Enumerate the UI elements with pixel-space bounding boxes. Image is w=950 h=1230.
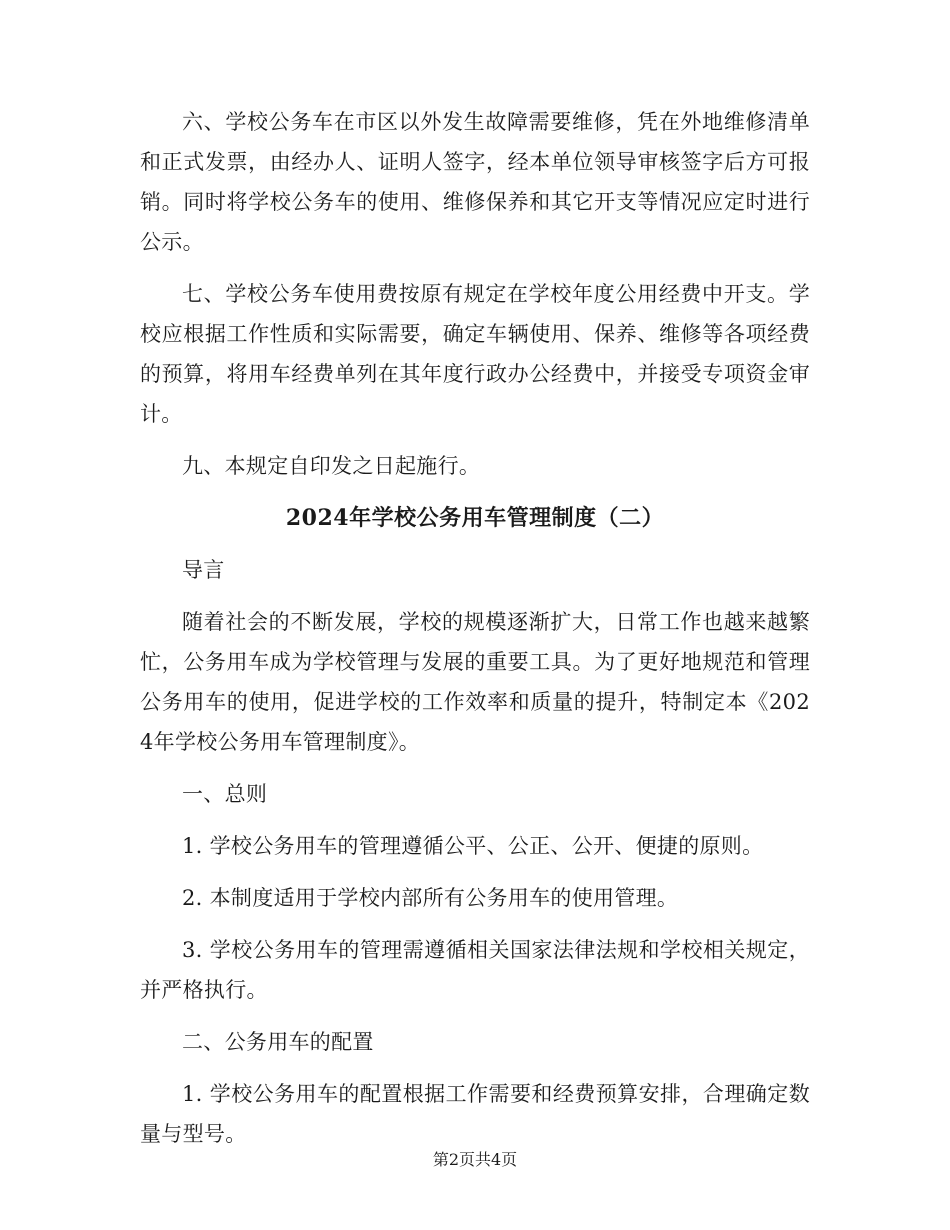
page-number-footer: 第2页共4页 (432, 1150, 518, 1169)
list-item: 1. 学校公务用车的配置根据工作需要和经费预算安排，合理确定数量与型号。 (140, 1082, 810, 1146)
heading-vehicle-configuration: 二、公务用车的配置 (182, 1030, 374, 1054)
section-title: 2024年学校公务用车管理制度（二） (285, 505, 665, 531)
paragraph-nine: 九、本规定自印发之日起施行。 (182, 454, 481, 478)
list-item: 2. 本制度适用于学校内部所有公务用车的使用管理。 (182, 886, 679, 910)
document-body (140, 102, 810, 1166)
paragraph-intro-heading: 导言 (182, 558, 225, 582)
paragraph-intro-body: 随着社会的不断发展，学校的规模逐渐扩大，日常工作也越来越繁忙，公务用车成为学校管理与发展的重要工具。为了更好地规范和管理公务用车的使用，促进学校的工作效率和质量的提升，特制定本《2024年学校公务用车管理制度》。 (140, 610, 810, 754)
paragraph-six: 六、学校公务车在市区以外发生故障需要维修，凭在外地维修清单和正式发票，由经办人、证明人签字，经本单位领导审核签字后方可报销。同时将学校公务车的使用、维修保养和其它开支等情况应定时进行公示。 (140, 110, 810, 254)
list-item: 3. 学校公务用车的管理需遵循相关国家法律法规和学校相关规定，并严格执行。 (140, 938, 810, 1002)
heading-general-principles: 一、总则 (182, 782, 268, 806)
paragraph-seven: 七、学校公务车使用费按原有规定在学校年度公用经费中开支。学校应根据工作性质和实际需要，确定车辆使用、保养、维修等各项经费的预算，将用车经费单列在其年度行政办公经费中，并接受专项资金审计。 (140, 282, 810, 426)
list-item: 1. 学校公务用车的管理遵循公平、公正、公开、便捷的原则。 (182, 834, 764, 858)
